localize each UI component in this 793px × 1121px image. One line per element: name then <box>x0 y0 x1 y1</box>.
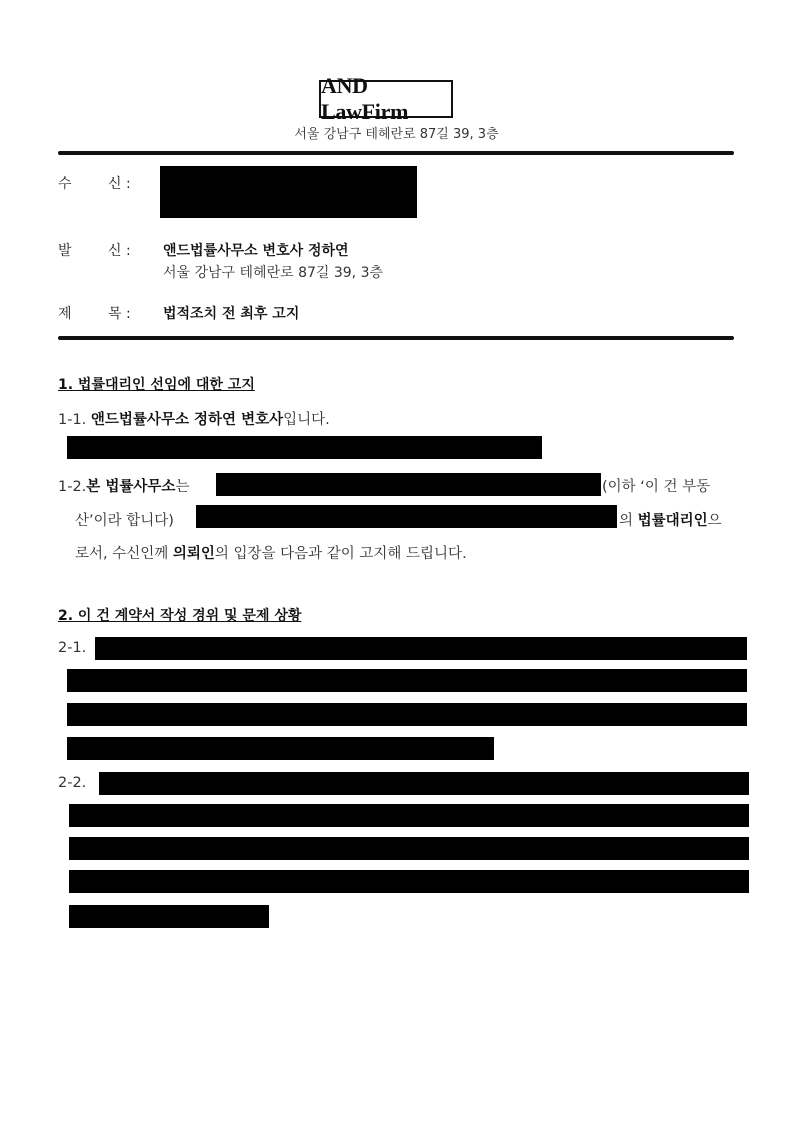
redacted-line <box>69 870 749 893</box>
para-1-2-line3 <box>75 542 467 563</box>
para-1-2-legal-rep: 법률대리인 <box>637 513 708 529</box>
section1-title: 1. 법률대리인 선임에 대한 고지 <box>58 377 255 393</box>
redacted-line <box>67 703 747 726</box>
para-1-2-particle: 는 <box>175 479 190 495</box>
firm-logo <box>319 73 453 124</box>
redacted-client <box>196 505 617 528</box>
redacted-line <box>99 772 749 795</box>
para-1-1-number: 1-1. <box>58 412 87 428</box>
subject-value: 법적조치 전 최후 고지 <box>163 306 300 322</box>
redacted-line <box>69 804 749 827</box>
para-1-2-line2-end <box>619 509 722 530</box>
para-1-2-firm: 본 법률사무소 <box>86 479 176 495</box>
para-1-2-definition: (이하 ‘이 건 부동 <box>602 479 711 495</box>
section2-title: 2. 이 건 계약서 작성 경위 및 문제 상황 <box>58 608 302 624</box>
redacted-line <box>69 905 269 928</box>
para-1-2-client: 의뢰인 <box>172 546 215 562</box>
firm-address: 서울 강남구 테헤란로 87길 39, 3층 <box>294 127 499 142</box>
para-2-2-number: 2-2. <box>58 775 87 791</box>
redacted-property <box>216 473 601 496</box>
sender-name: 앤드법률사무소 변호사 정하연 <box>163 243 349 259</box>
para-1-2-particle2: 의 <box>619 513 634 529</box>
subject-label-char2: 목 : <box>108 306 131 322</box>
redacted-line <box>67 436 542 459</box>
recipient-label-char2: 신 : <box>108 176 131 192</box>
para-1-1-firm: 앤드법률사무소 정하연 변호사 <box>90 412 284 428</box>
para-1-1 <box>58 408 330 429</box>
sender-label-char1: 발 <box>58 243 72 259</box>
para-1-2-particle3: 으 <box>707 513 722 529</box>
subject-label-char1: 제 <box>58 306 72 322</box>
logo-text: AND LawFirm <box>321 73 409 124</box>
para-1-2-number: 1-2. <box>58 479 87 495</box>
redacted-line <box>95 637 747 660</box>
top-divider <box>58 151 734 155</box>
para-1-2-line3-start: 로서, 수신인께 <box>75 546 169 562</box>
redacted-recipient <box>160 166 417 218</box>
para-1-2-line3-end: 의 입장을 다음과 같이 고지해 드립니다. <box>214 546 467 562</box>
sender-address: 서울 강남구 테헤란로 87길 39, 3층 <box>163 265 384 281</box>
para-1-2-start <box>58 475 189 496</box>
redacted-line <box>67 669 747 692</box>
redacted-line <box>69 837 749 860</box>
sender-label-char2: 신 : <box>108 243 131 259</box>
para-2-1-number: 2-1. <box>58 640 87 656</box>
redacted-line <box>67 737 494 760</box>
bottom-divider <box>58 336 734 340</box>
recipient-label-char1: 수 <box>58 176 72 192</box>
para-1-2-line2-start: 산’이라 합니다) <box>75 513 174 529</box>
para-1-1-suffix: 입니다. <box>283 412 330 428</box>
